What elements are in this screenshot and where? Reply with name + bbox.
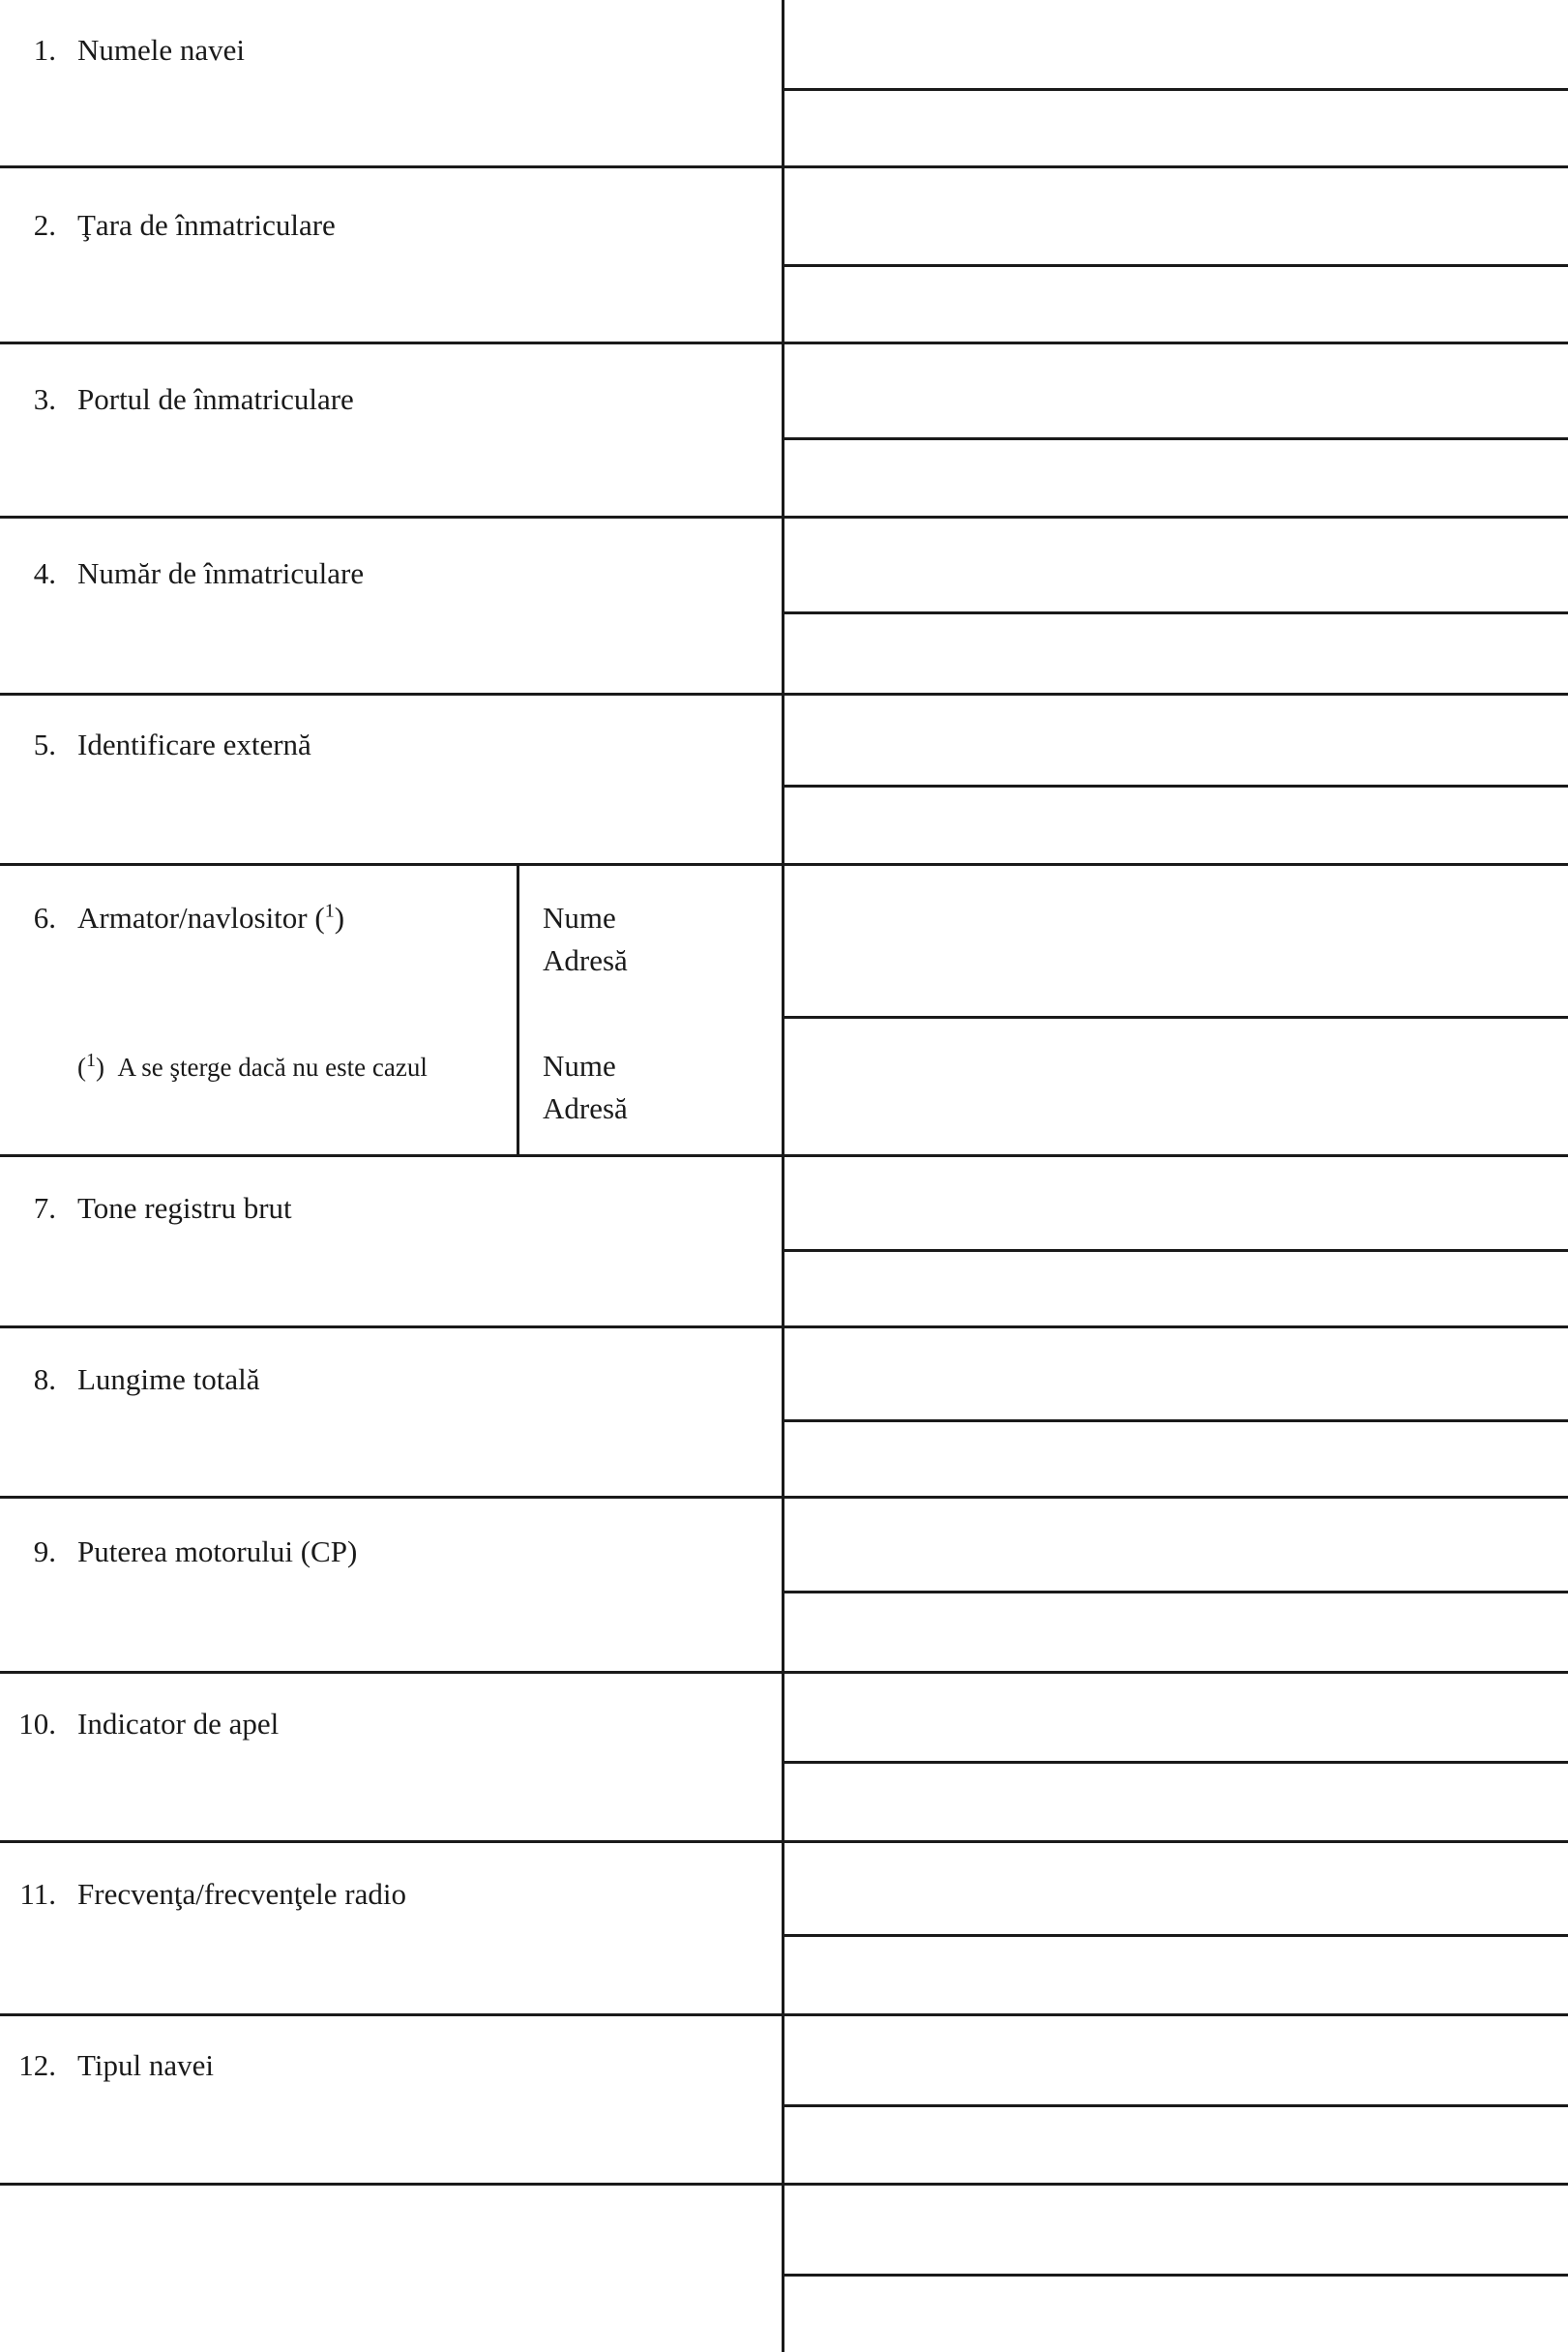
row-divider [0,165,1568,168]
row-divider [0,1154,1568,1157]
row-divider [0,342,1568,344]
main-column-divider [782,0,784,2352]
row-divider [0,863,1568,866]
field-label-radio-frequency: Frecvenţa/frecvenţele radio [77,1877,406,1911]
field-label-call-sign: Indicator de apel [77,1707,280,1741]
fill-in-line [783,264,1568,267]
fill-in-line [783,1249,1568,1252]
fill-in-line [783,611,1568,614]
footnote-ref: 1 [324,900,335,922]
footnote-text: A se şterge dacă nu este cazul [117,1053,428,1082]
fill-in-line [783,2104,1568,2107]
field-number: 4. [33,556,56,590]
fill-in-line [783,1419,1568,1422]
fill-in-line [783,1934,1568,1937]
footnote-marker: 1 [86,1050,96,1071]
field-label-external-identification: Identificare externă [77,728,311,761]
fill-in-line [783,1761,1568,1764]
owner-charterer-text: Armator/navlositor [77,901,308,935]
fill-in-line [783,1591,1568,1593]
field-number: 7. [33,1191,56,1225]
row-divider [0,2183,1568,2186]
field-number: 10. [18,1707,56,1741]
field-label-gross-tonnage: Tone registru brut [77,1191,292,1225]
field-number: 6. [33,901,56,935]
field-number: 5. [33,728,56,761]
row-divider [0,1840,1568,1843]
owner-name-label: Nume [543,901,616,935]
field-number: 2. [33,208,56,242]
fill-in-line [783,88,1568,91]
owner-block-2 [543,1045,628,1130]
charterer-address-label: Adresă [543,1091,628,1125]
fill-in-line [783,1016,1568,1019]
field-number: 12. [18,2048,56,2082]
row-divider [0,1496,1568,1499]
row-divider [0,1671,1568,1674]
owner-block-1 [543,897,628,982]
fill-in-line [783,2274,1568,2277]
owner-subcolumn-divider [517,864,519,1156]
fill-in-line [783,785,1568,788]
field-number: 8. [33,1362,56,1396]
row-divider [0,516,1568,519]
field-label-registration-country: Ţara de înmatriculare [77,208,336,242]
field-label-registration-number: Număr de înmatriculare [77,556,365,590]
charterer-name-label: Nume [543,1049,616,1083]
row-divider [0,693,1568,696]
owner-address-label: Adresă [543,943,628,977]
field-number: 11. [19,1877,56,1911]
footnote: ($^1$) A se şterge dacă nu este cazul [77,1050,428,1082]
field-label-registration-port: Portul de înmatriculare [77,382,354,416]
field-label-vessel-name: Numele navei [77,33,246,67]
row-divider [0,1325,1568,1328]
field-number: 3. [33,382,56,416]
field-number: 1. [33,33,56,67]
field-label-overall-length: Lungime totală [77,1362,260,1396]
field-label-owner-charterer: Armator/navlositor ($^1$) [77,900,345,935]
field-number: 9. [33,1534,56,1568]
field-label-vessel-type: Tipul navei [77,2048,214,2082]
field-label-engine-power: Puterea motorului (CP) [77,1534,358,1568]
fill-in-line [783,437,1568,440]
row-divider [0,2013,1568,2016]
